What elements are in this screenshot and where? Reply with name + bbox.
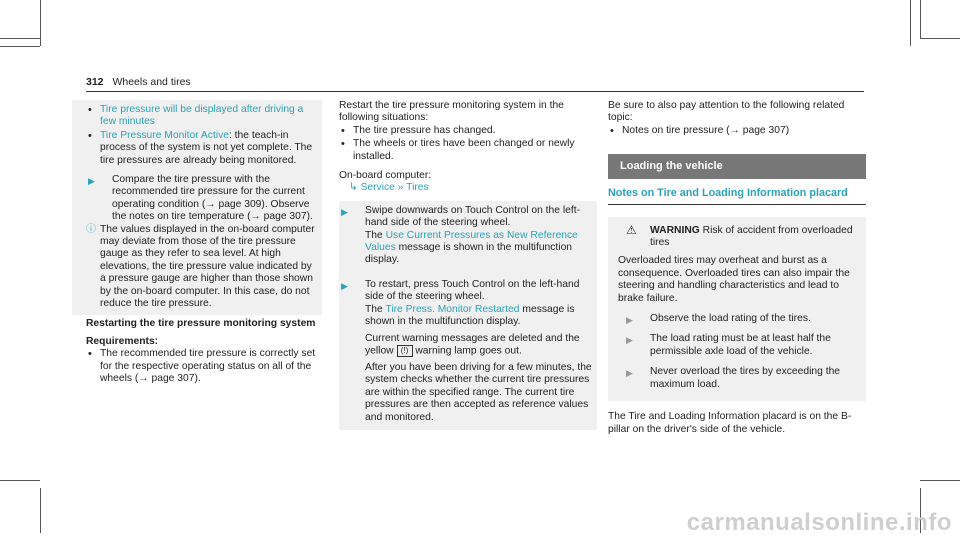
crop-mark [920, 480, 960, 481]
bullet-icon: • [88, 348, 92, 361]
action-step [339, 205, 593, 267]
bullet-icon: • [88, 129, 92, 142]
list-item [86, 130, 318, 167]
intro-text: Be sure to also pay attention to the following related topic: [608, 100, 845, 124]
double-chevron-icon: » [397, 182, 404, 194]
action-text: To restart, press Touch Control on the left-hand side of the steering wheel. [365, 278, 580, 303]
steps-block [339, 201, 597, 430]
display-message-link: Tire Press. Monitor Restarted [385, 303, 520, 315]
bullet-icon: • [610, 124, 614, 137]
onboard-label: On-board computer: [339, 170, 432, 182]
action-text: The [365, 229, 383, 241]
menu-entry-icon: ↳ [349, 182, 358, 194]
page-number: 312 [86, 76, 104, 88]
action-arrow-icon: ▶ [88, 176, 95, 187]
action-text: warning lamp goes out. [415, 345, 522, 357]
section-heading: Restarting the tire pressure monitoring system [86, 317, 316, 329]
header-rule [86, 91, 864, 92]
watermark: carmanualsonline.info [686, 508, 952, 536]
warning-triangle-icon: ⚠ [626, 222, 637, 237]
display-message-link: Use Current Pressures as New Reference Values [365, 229, 578, 254]
menu-path-service: Service [360, 182, 395, 194]
display-message-link: Tire Pressure Monitor Active [100, 129, 229, 141]
list-item-text: The recommended tire pressure is correctly set for the respective operating status on all of the wheels (→ page 307). [100, 348, 316, 385]
warning-action [624, 313, 856, 325]
warning-lamp-icon: (!) [397, 345, 413, 357]
action-text: Swipe downwards on Touch Control on the left-hand side of the steering wheel. [365, 204, 581, 229]
menu-path-tires: Tires [406, 182, 429, 194]
action-arrow-icon: ▶ [626, 335, 633, 346]
intro-text: Restart the tire pressure monitoring system in the following situations: [339, 100, 564, 124]
column-2 [339, 100, 597, 430]
crop-mark [0, 38, 40, 39]
list-item-text: : the teach-in process of the system is not yet complete. The tire pressures are already being monitored. [100, 129, 313, 166]
action-text: Compare the tire pressure with the recommended tire pressure for the current operating condition (→ page 309). Observe the notes on tire temperature (→ page 307). [112, 174, 313, 223]
column-3 [608, 100, 866, 436]
info-note [86, 224, 318, 311]
crop-mark [920, 0, 921, 38]
action-text: message is shown in the multifunction display. [365, 303, 575, 328]
bullet-icon: • [341, 124, 345, 137]
action-arrow-icon: ▶ [626, 315, 633, 326]
crop-mark [0, 46, 40, 47]
warning-action [624, 366, 856, 391]
warning-header [618, 222, 856, 250]
warning-body: Overloaded tires may overheat and burst as a consequence. Overloaded tires can also impair the steering and handling characteristics and lead to brake failure. [618, 255, 850, 304]
bullet-icon: • [341, 138, 345, 151]
action-text: The load rating must be at least half the permissible axle load of the vehicle. [650, 333, 831, 357]
column-1 [72, 100, 322, 387]
action-arrow-icon: ▶ [341, 280, 348, 291]
section-title: Wheels and tires [112, 76, 191, 88]
info-icon: ⓘ [86, 223, 96, 235]
list-item [86, 104, 318, 129]
warning-action [624, 333, 856, 358]
list-item [339, 138, 597, 163]
list-item [339, 125, 597, 137]
section-banner: Loading the vehicle [608, 154, 866, 178]
list-item [86, 348, 322, 385]
list-item-text: The wheels or tires have been changed or newly installed. [353, 138, 575, 162]
list-item-text: Notes on tire pressure (→ page 307) [622, 124, 790, 136]
action-text: The [365, 303, 383, 315]
action-arrow-icon: ▶ [341, 206, 348, 217]
page-header [86, 76, 191, 88]
display-message-link: Tire pressure will be displayed after driving a few minutes [100, 104, 304, 128]
crop-mark [0, 480, 40, 481]
warning-label: WARNING [650, 224, 700, 236]
crop-mark [920, 38, 960, 39]
crop-mark [40, 0, 41, 46]
warning-title: Risk of accident from overloaded tires [650, 224, 853, 249]
action-step [339, 279, 593, 424]
action-text: Observe the load rating of the tires. [650, 313, 811, 325]
action-step [86, 174, 318, 224]
action-text: message is shown in the multifunction display. [365, 242, 573, 266]
info-text: The values displayed in the on-board computer may deviate from those of the tire pressure gauge as they refer to sea level. At high elevations, the tire pressure value indicated by a pressure gauge are higher than those shown by the on-board computer. In this case, do not reduce the tire pressure. [100, 223, 315, 310]
crop-mark [40, 488, 41, 533]
status-block [72, 100, 322, 315]
warning-box [608, 217, 866, 401]
action-arrow-icon: ▶ [626, 368, 633, 379]
subsection-heading: Notes on Tire and Loading Information placard [608, 187, 866, 205]
action-text: Never overload the tires by exceeding the maximum load. [650, 366, 841, 390]
action-text: After you have been driving for a few minutes, the system checks whether the current tire pressures are within the specified range. The current tire pressures are then accepted as reference values and monitored. [365, 362, 592, 423]
list-item-text: The tire pressure has changed. [353, 124, 496, 136]
requirements-label: Requirements: [86, 335, 159, 347]
bullet-icon: • [88, 104, 92, 116]
list-item [608, 125, 866, 137]
action-text: Current warning messages are deleted and the yellow [365, 332, 580, 357]
menu-path [339, 182, 597, 194]
crop-mark [910, 0, 911, 46]
closing-text: The Tire and Loading Information placard is on the B-pillar on the driver's side of the vehicle. [608, 411, 852, 435]
